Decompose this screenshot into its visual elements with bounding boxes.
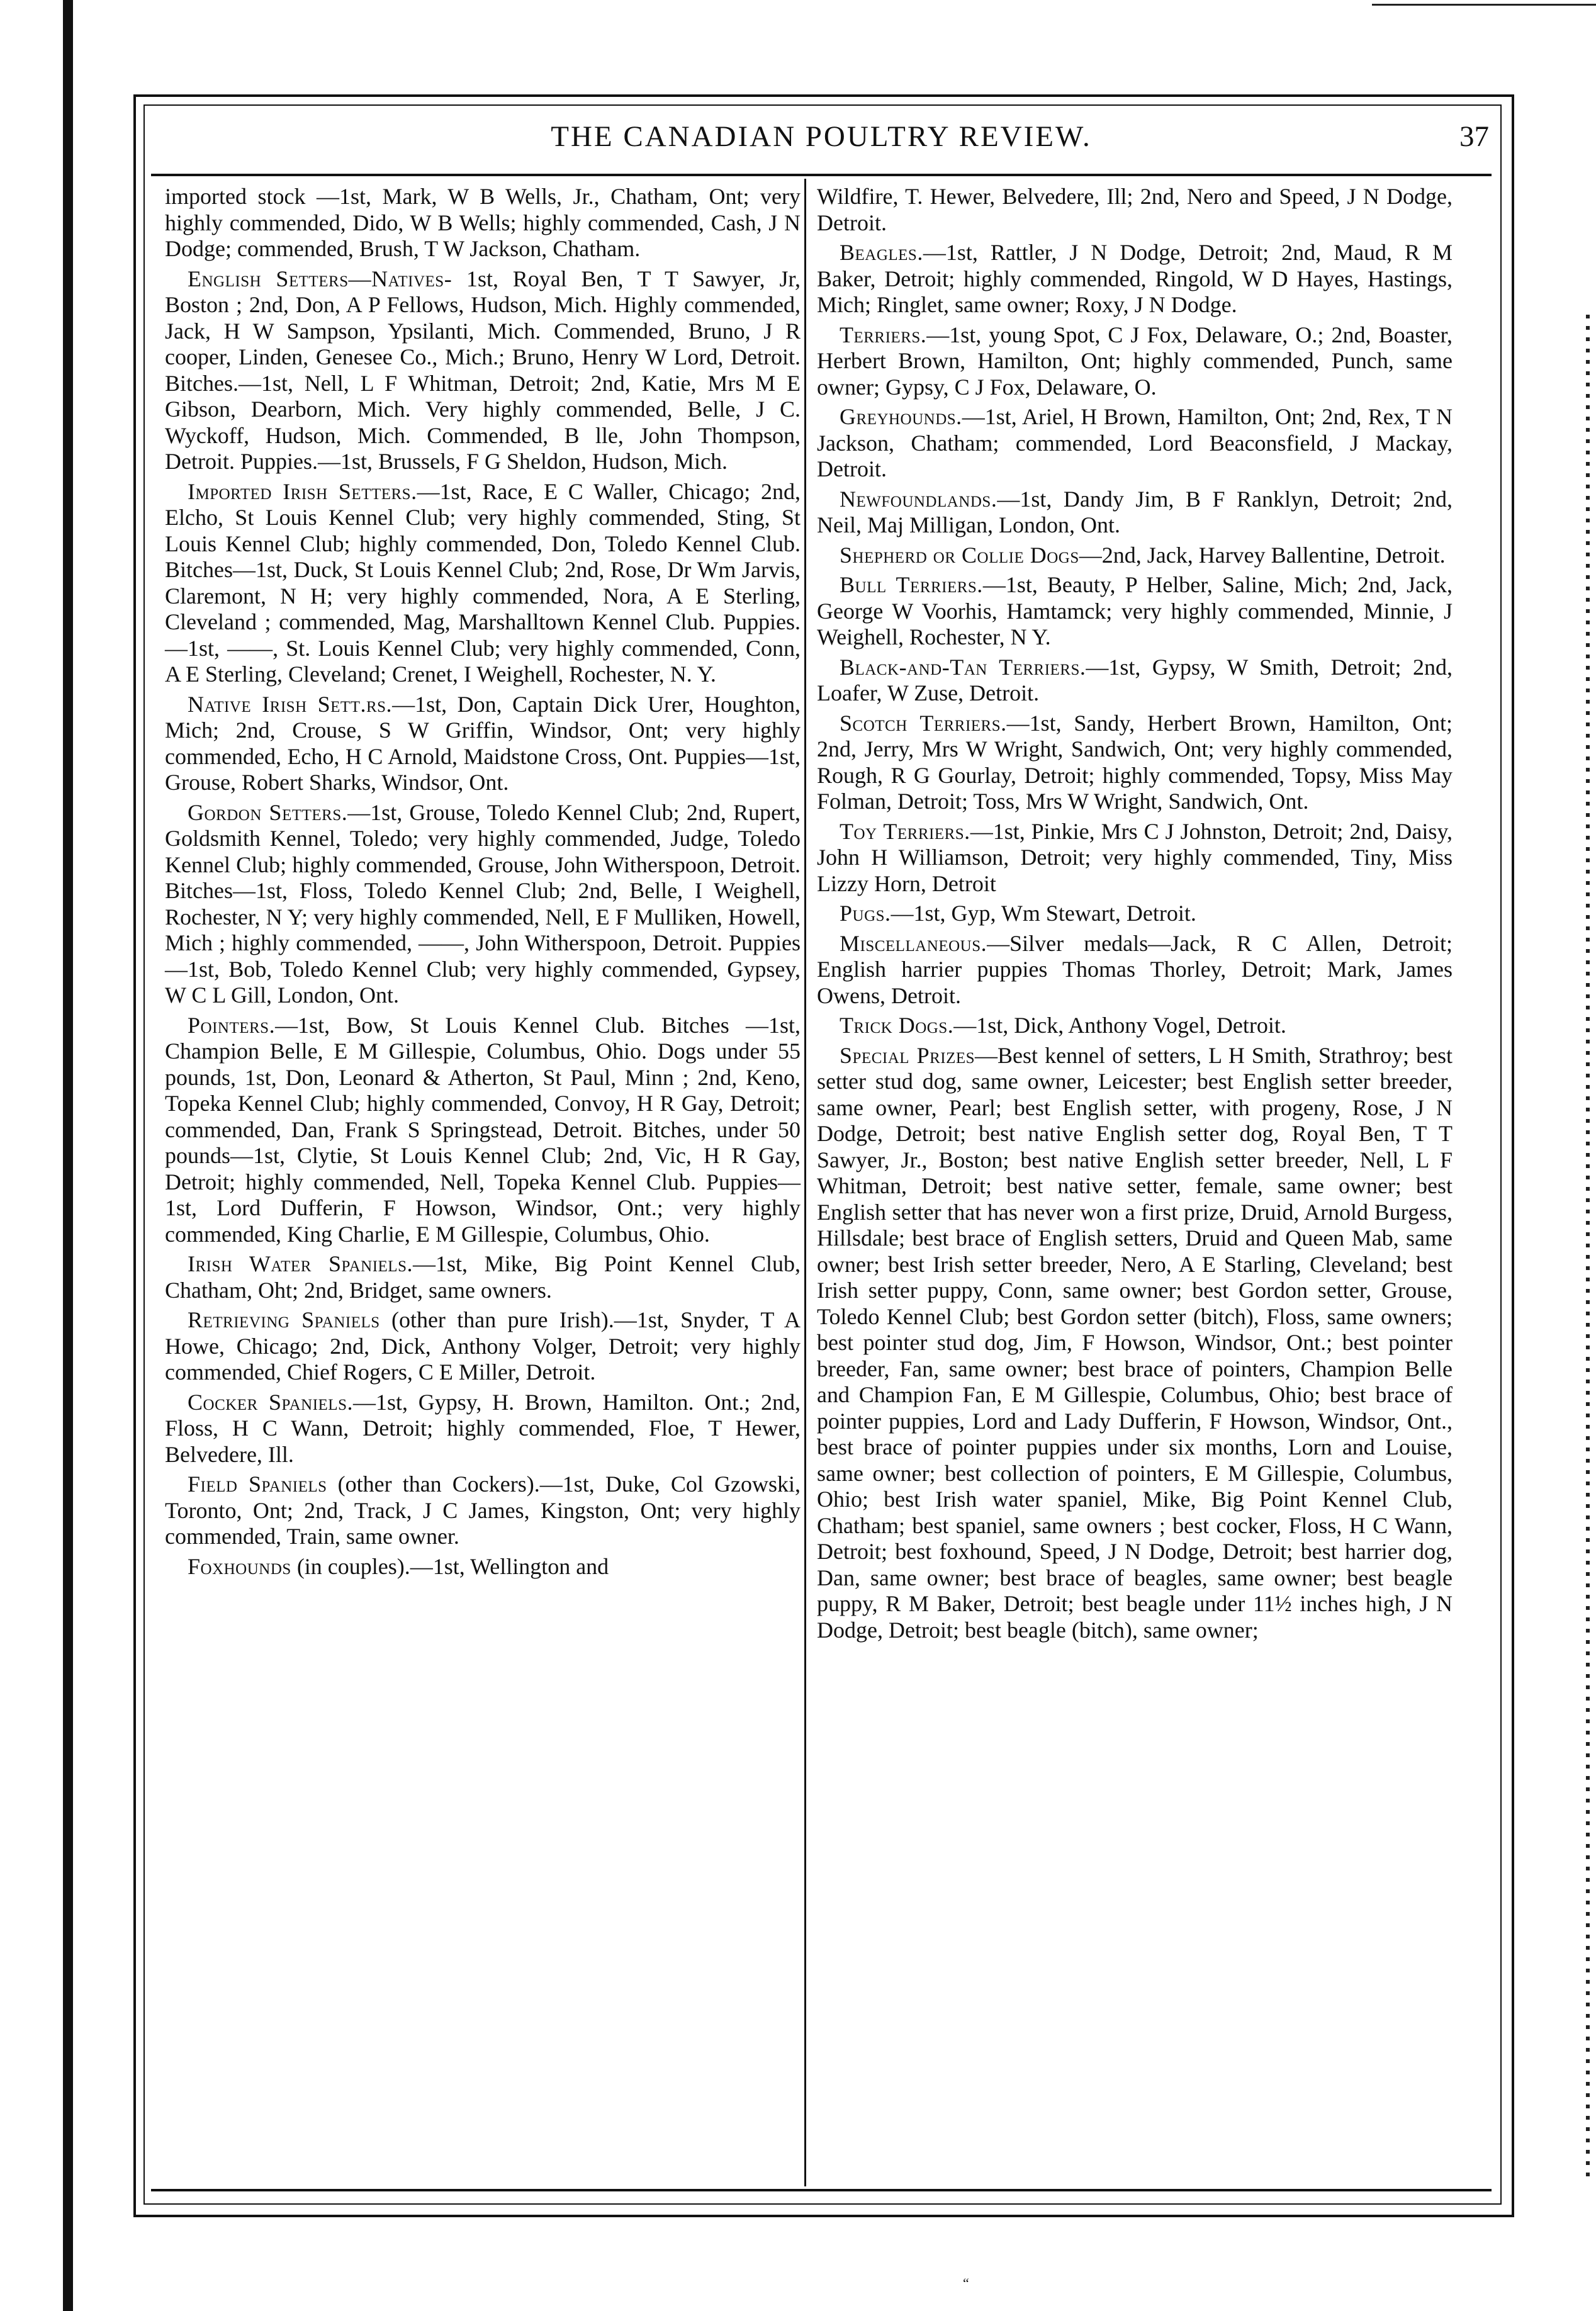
entry-text: Wildfire, T. Hewer, Belvedere, Ill; 2nd, Nero and Speed, J N Dodge, Detroit. xyxy=(817,184,1453,235)
page-number: 37 xyxy=(1459,120,1489,153)
entry-heading: Field Spaniels xyxy=(188,1471,327,1497)
entry-paragraph xyxy=(817,404,1453,483)
entry-paragraph xyxy=(817,486,1453,539)
entry-heading: Terriers. xyxy=(840,322,927,347)
entry-heading: Native Irish Sett.rs. xyxy=(188,691,393,717)
entry-text: —1st, Rattler, J N Dodge, Detroit; 2nd, Maud, R M Baker, Detroit; highly commended, Ringold, W D Hayes, Hastings, Mich; Ringlet, same owner; Roxy, J N Dodge. xyxy=(817,240,1453,317)
entry-text: —1st, Gypsy, W Smith, Detroit; 2nd, Loafer, W Zuse, Detroit. xyxy=(817,654,1453,706)
entry-heading: Toy Terriers. xyxy=(840,818,970,844)
entry-paragraph xyxy=(817,1013,1453,1039)
entry-text: —1st, Gypsy, H. Brown, Hamilton. Ont.; 2nd, Floss, H C Wann, Detroit; highly commended, Floe, T Hewer, Belvedere, Ill. xyxy=(165,1389,801,1467)
entry-paragraph xyxy=(817,931,1453,1009)
entry-heading: Irish Water Spaniels. xyxy=(188,1251,413,1276)
entry-paragraph xyxy=(817,1043,1453,1644)
entry-heading: Pugs. xyxy=(840,901,891,926)
entry-text: —1st, Pinkie, Mrs C J Johnston, Detroit; 2nd, Daisy, John H Williamson, Detroit; very highly commended, Tiny, Miss Lizzy Horn, Detroit xyxy=(817,818,1453,896)
scan-top-line xyxy=(1372,4,1596,6)
entry-text: (other than Cockers).—1st, Duke, Col Gzowski, Toronto, Ont; 2nd, Track, J C James, Kingston, Ont; very highly commended, Train, same owner. xyxy=(165,1471,801,1549)
entry-heading: Cocker Spaniels. xyxy=(188,1389,353,1415)
entry-heading: Bull Terriers. xyxy=(840,572,983,597)
entry-paragraph xyxy=(165,1307,801,1386)
entry-paragraph xyxy=(165,266,801,475)
entry-paragraph xyxy=(165,1390,801,1468)
entry-heading: Scotch Terriers. xyxy=(840,710,1007,736)
entry-heading: Pointers. xyxy=(188,1012,276,1038)
entry-text: —1st, Dick, Anthony Vogel, Detroit. xyxy=(953,1013,1286,1038)
entry-heading: English Setters—Natives- xyxy=(188,266,452,291)
footer-rule xyxy=(151,2189,1492,2191)
entry-paragraph xyxy=(817,240,1453,318)
entry-paragraph xyxy=(817,819,1453,897)
entry-paragraph xyxy=(817,543,1453,569)
entry-paragraph xyxy=(165,1013,801,1248)
entry-paragraph xyxy=(817,322,1453,401)
footer-mark: “ xyxy=(963,2275,969,2291)
entry-text: —1st, Sandy, Herbert Brown, Hamilton, Ont; 2nd, Jerry, Mrs W Wright, Sandwich, Ont; very highly commended, Rough, R G Gourlay, Detroit; highly commended, Topsy, Miss May Folman, Detroit; Toss, Mrs W Wright, Sandwich, Ont. xyxy=(817,710,1453,814)
entry-heading: Beagles. xyxy=(840,240,923,265)
entry-text: —1st, Dandy Jim, B F Ranklyn, Detroit; 2nd, Neil, Maj Milligan, London, Ont. xyxy=(817,486,1453,537)
entry-text: —1st, Mike, Big Point Kennel Club, Chatham, Oht; 2nd, Bridget, same owners. xyxy=(165,1251,801,1303)
entry-paragraph xyxy=(817,572,1453,651)
entry-paragraph xyxy=(165,800,801,1009)
entry-text: —1st, Don, Captain Dick Urer, Houghton, Mich; 2nd, Crouse, S W Griffin, Windsor, Ont; very highly commended, Echo, H C Arnold, Maidstone Cross, Ont. Puppies—1st, Grouse, Robert Sharks, Windsor, Ont. xyxy=(165,691,801,795)
entry-text: —1st, Gyp, Wm Stewart, Detroit. xyxy=(891,901,1196,926)
entry-text: 1st, Royal Ben, T T Sawyer, Jr, Boston ; 2nd, Don, A P Fellows, Hudson, Mich. Highly commended, Jack, H W Sampson, Ypsilanti, Mich. Commended, Bruno, J R cooper, Linden, Genesee Co., Mich.; Bruno, Henry W Lord, Detroit. Bitches.—1st, Nell, L F Whitman, Detroit; 2nd, Katie, Mrs M E Gibson, Dearborn, Mich. Very highly commended, Belle, J C. Wyckoff, Hudson, Mich. Commended, B lle, John Thompson, Detroit. Puppies.—1st, Brussels, F G Sheldon, Hudson, Mich. xyxy=(165,266,801,474)
entry-paragraph xyxy=(165,1471,801,1550)
entry-text: —1st, Ariel, H Brown, Hamilton, Ont; 2nd, Rex, T N Jackson, Chatham; commended, Lord Beaconsfield, J Mackay, Detroit. xyxy=(817,404,1453,481)
entry-heading: Shepherd or Collie Dogs xyxy=(840,542,1079,568)
entry-paragraph xyxy=(817,655,1453,707)
entry-text: —1st, Beauty, P Helber, Saline, Mich; 2nd, Jack, George W Voorhis, Hamtamck; very highly commended, Minnie, J Weighell, Rochester, N Y. xyxy=(817,572,1453,649)
entry-heading: Retrieving Spaniels xyxy=(188,1307,380,1332)
entry-text: —Best kennel of setters, L H Smith, Strathroy; best setter stud dog, same owner, Leicester; best English setter breeder, same owner, Pearl; best English setter, with progeny, Rose, J N Dodge, Detroit; best native English setter dog, Royal Ben, T T Sawyer, Jr., Boston; best native English setter breeder, Nell, L F Whitman, Detroit; best native setter, female, same owner; best English setter that has never won a first prize, Druid, Arnold Burgess, Hillsdale; best brace of English setters, Druid and Queen Mab, same owner; best Irish setter breeder, Nero, A E Starling, Cleveland; best Irish setter puppy, Conn, same owner; best Gordon setter, Grouse, Toledo Kennel Club; best Gordon setter (bitch), Floss, same owners; best pointer stud dog, Jim, F Howson, Windsor, Ont.; best pointer breeder, Fan, same owner; best brace of pointers, Champion Belle and Champion Fan, E M Gillespie, Columbus, Ohio; best brace of pointer puppies, Lord and Lady Dufferin, F Howson, Windsor, Ont., best brace of pointer puppies under six months, Lorn and Louise, same owner; best collection of pointers, E M Gillespie, Columbus, Ohio; best Irish water spaniel, Mike, Big Point Kennel Club, Chatham; best spaniel, same owners ; best cocker, Floss, H C Wann, Detroit; best foxhound, Speed, J N Dodge, Detroit; best harrier dog, Dan, same owner; best brace of beagles, same owner; best beagle puppy, R M Baker, Detroit; best beagle under 11½ inches high, J N Dodge, Detroit; best beagle (bitch), same owner; xyxy=(817,1042,1453,1643)
entry-paragraph xyxy=(817,184,1453,236)
scan-right-edge xyxy=(1586,315,1590,2178)
entry-paragraph xyxy=(165,1251,801,1303)
entry-text: —Silver medals—Jack, R C Allen, Detroit; English harrier puppies Thomas Thorley, Detroit; Mark, James Owens, Detroit. xyxy=(817,930,1453,1008)
entry-text: —1st, young Spot, C J Fox, Delaware, O.; 2nd, Boaster, Herbert Brown, Hamilton, Ont; highly commended, Punch, same owner; Gypsy, C J Fox, Delaware, O. xyxy=(817,322,1453,400)
entry-paragraph xyxy=(165,1554,801,1580)
entry-heading: Newfoundlands. xyxy=(840,486,998,512)
right-column xyxy=(817,184,1453,1643)
entry-heading: Miscellaneous. xyxy=(840,930,987,956)
entry-heading: Imported Irish Setters. xyxy=(188,478,417,504)
entry-paragraph xyxy=(165,184,801,262)
scan-edge-bar xyxy=(63,0,73,2311)
entry-heading: Special Prizes xyxy=(840,1042,975,1068)
entry-text: imported stock —1st, Mark, W B Wells, Jr., Chatham, Ont; very highly commended, Dido, W B Wells; highly commended, Cash, J N Dodge; commended, Brush, T W Jackson, Chatham. xyxy=(165,184,801,261)
entry-paragraph xyxy=(165,479,801,688)
entry-paragraph xyxy=(165,692,801,796)
entry-text: —1st, Grouse, Toledo Kennel Club; 2nd, Rupert, Goldsmith Kennel, Toledo; very highly commended, Judge, Toledo Kennel Club; highly commended, Grouse, John Witherspoon, Detroit. Bitches—1st, Floss, Toledo Kennel Club; 2nd, Belle, I Weighell, Rochester, N Y; very highly commended, Nell, E F Mulliken, Howell, Mich ; highly commended, ——, John Witherspoon, Detroit. Puppies—1st, Bob, Toledo Kennel Club; very highly commended, Gypsey, W C L Gill, London, Ont. xyxy=(165,799,801,1008)
entry-heading: Greyhounds. xyxy=(840,404,962,429)
left-column xyxy=(165,184,801,1580)
entry-text: —1st, Bow, St Louis Kennel Club. Bitches —1st, Champion Belle, E M Gillespie, Columbus, Ohio. Dogs under 55 pounds, 1st, Don, Leonard & Atherton, St Paul, Minn ; 2nd, Keno, Topeka Kennel Club; highly commended, Convoy, H R Gay, Detroit; commended, Dan, Frank S Springstead, Detroit. Bitches, under 50 pounds—1st, Clytie, St Louis Kennel Club; 2nd, Vic, H R Gay, Detroit; highly commended, Nell, Topeka Kennel Club. Puppies—1st, Lord Dufferin, F Howson, Windsor, Ont.; very highly commended, King Charlie, E M Gillespie, Columbus, Ohio. xyxy=(165,1012,801,1247)
entry-text: (in couples).—1st, Wellington and xyxy=(291,1553,609,1579)
page-header xyxy=(151,111,1492,171)
entry-paragraph xyxy=(817,711,1453,815)
entry-heading: Trick Dogs. xyxy=(840,1013,954,1038)
entry-text: —2nd, Jack, Harvey Ballentine, Detroit. xyxy=(1079,542,1446,568)
entry-text: —1st, Race, E C Waller, Chicago; 2nd, Elcho, St Louis Kennel Club; very highly commended, Sting, St Louis Kennel Club; highly commended, Don, Toledo Kennel Club. Bitches—1st, Duck, St Louis Kennel Club; 2nd, Rose, Dr Wm Jarvis, Claremont, N H; very highly commended, Nora, A E Sterling, Cleveland ; commended, Mag, Marshalltown Kennel Club. Puppies.—1st, ——, St. Louis Kennel Club; very highly commended, Conn, A E Sterling, Cleveland; Crenet, I Weighell, Rochester, N. Y. xyxy=(165,478,801,687)
entry-heading: Gordon Setters. xyxy=(188,799,348,825)
journal-title: THE CANADIAN POULTRY REVIEW. xyxy=(551,120,1092,153)
entry-text: (other than pure Irish).—1st, Snyder, T A Howe, Chicago; 2nd, Dick, Anthony Volger, Detroit; very highly commended, Chief Rogers, C E Miller, Detroit. xyxy=(165,1307,801,1385)
entry-heading: Foxhounds xyxy=(188,1553,291,1579)
entry-heading: Black-and-Tan Terriers. xyxy=(840,654,1086,680)
column-divider xyxy=(804,179,806,2186)
header-rule xyxy=(151,174,1492,176)
entry-paragraph xyxy=(817,901,1453,927)
